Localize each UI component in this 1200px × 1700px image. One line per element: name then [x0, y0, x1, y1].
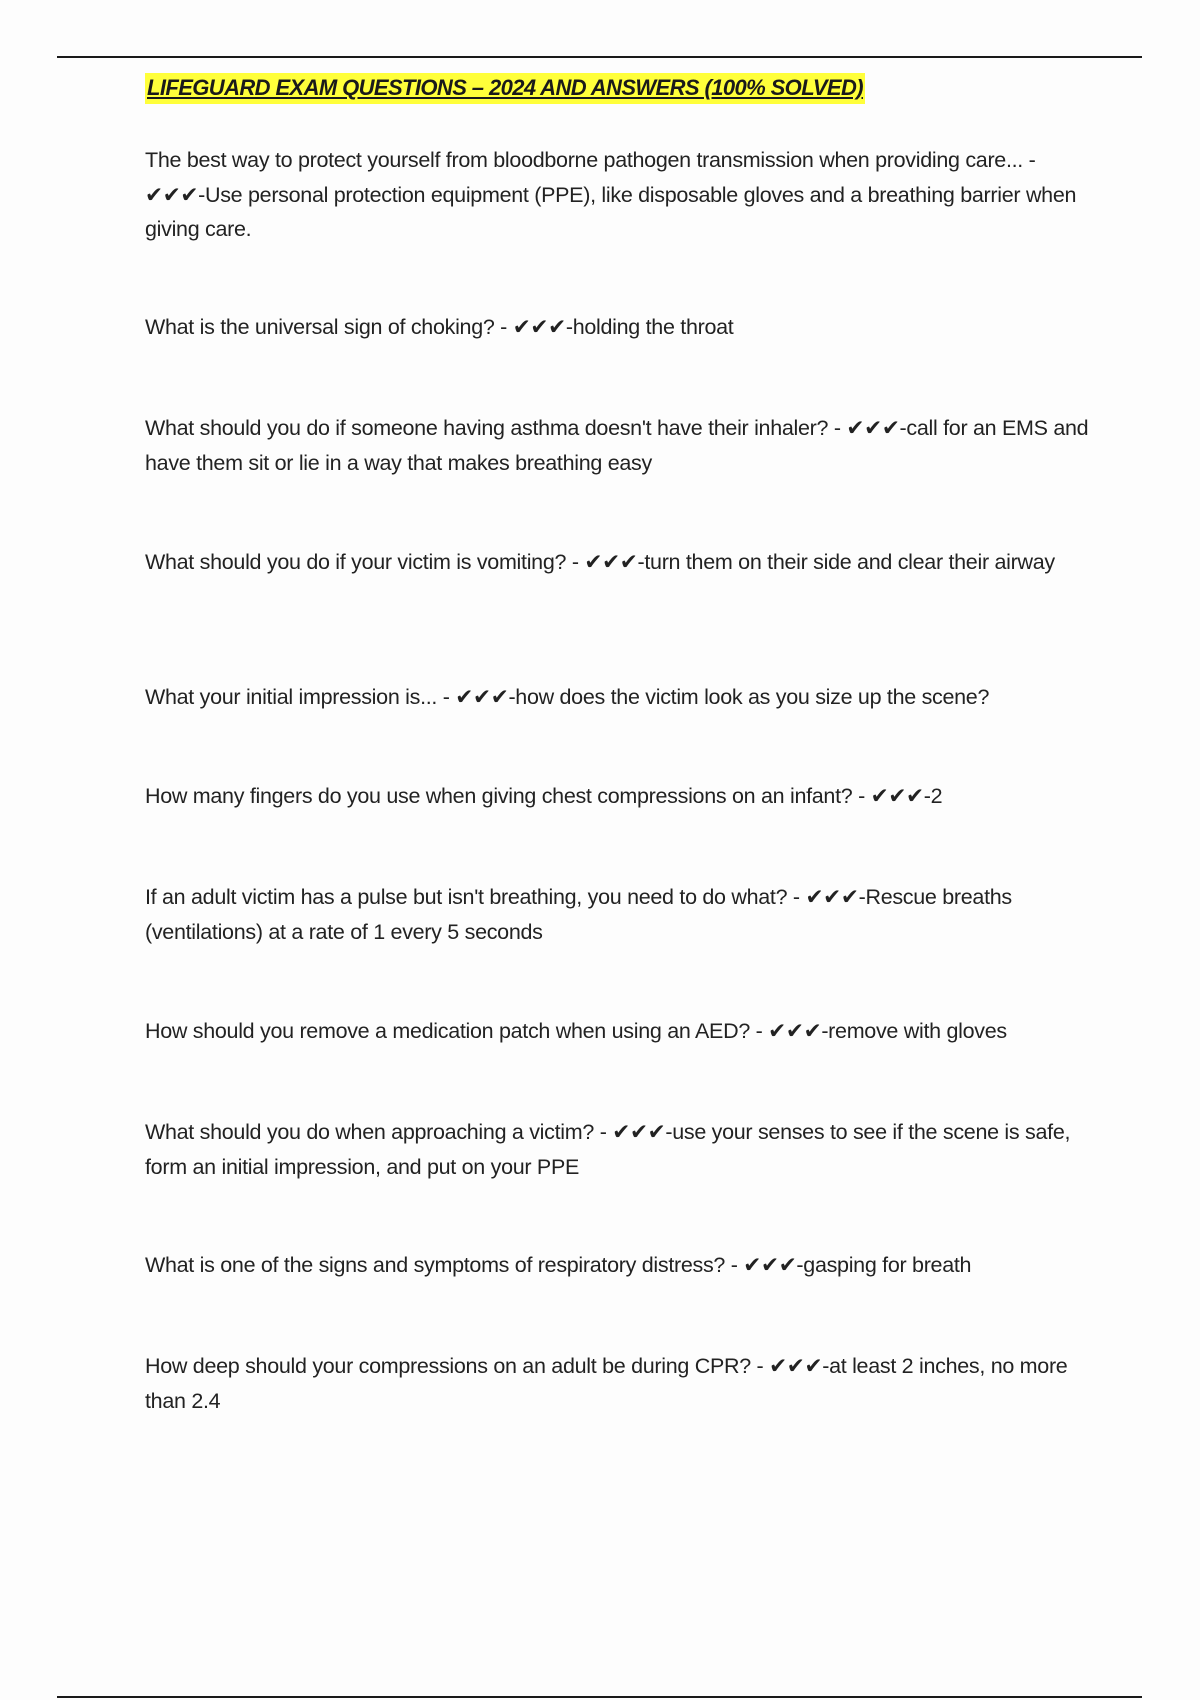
qa-item-7: If an adult victim has a pulse but isn't breathing, you need to do what? - ✔✔✔-Rescue breaths (ventilations) at a rate of 1 every 5 seconds [145, 885, 1012, 944]
qa-item-4: What should you do if your victim is vomiting? - ✔✔✔-turn them on their side and clear their airway [145, 550, 1055, 574]
qa-item-2: What is the universal sign of choking? - ✔✔✔-holding the throat [145, 315, 734, 339]
bottom-rule [57, 1696, 1142, 1698]
qa-item-9: What should you do when approaching a victim? - ✔✔✔-use your senses to see if the scene is safe, form an initial impression, and put on your PPE [145, 1120, 1071, 1179]
qa-item-10: What is one of the signs and symptoms of respiratory distress? - ✔✔✔-gasping for breath [145, 1253, 972, 1277]
document-title: LIFEGUARD EXAM QUESTIONS – 2024 AND ANSWERS (100% SOLVED) [145, 73, 865, 104]
qa-item-6: How many fingers do you use when giving chest compressions on an infant? - ✔✔✔-2 [145, 784, 943, 808]
top-rule [57, 56, 1142, 58]
qa-item-11: How deep should your compressions on an adult be during CPR? - ✔✔✔-at least 2 inches, no more than 2.4 [145, 1354, 1068, 1413]
qa-item-8: How should you remove a medication patch when using an AED? - ✔✔✔-remove with gloves [145, 1019, 1007, 1043]
qa-item-3: What should you do if someone having asthma doesn't have their inhaler? - ✔✔✔-call for an EMS and have them sit or lie in a way that makes breathing easy [145, 416, 1089, 475]
qa-item-1: The best way to protect yourself from bloodborne pathogen transmission when providing care... - ✔✔✔-Use personal protection equipment (PPE), like disposable gloves and a breathing barrier when giving care. [145, 148, 1077, 241]
qa-item-5: What your initial impression is... - ✔✔✔-how does the victim look as you size up the scene? [145, 685, 990, 709]
title-block [145, 73, 865, 104]
